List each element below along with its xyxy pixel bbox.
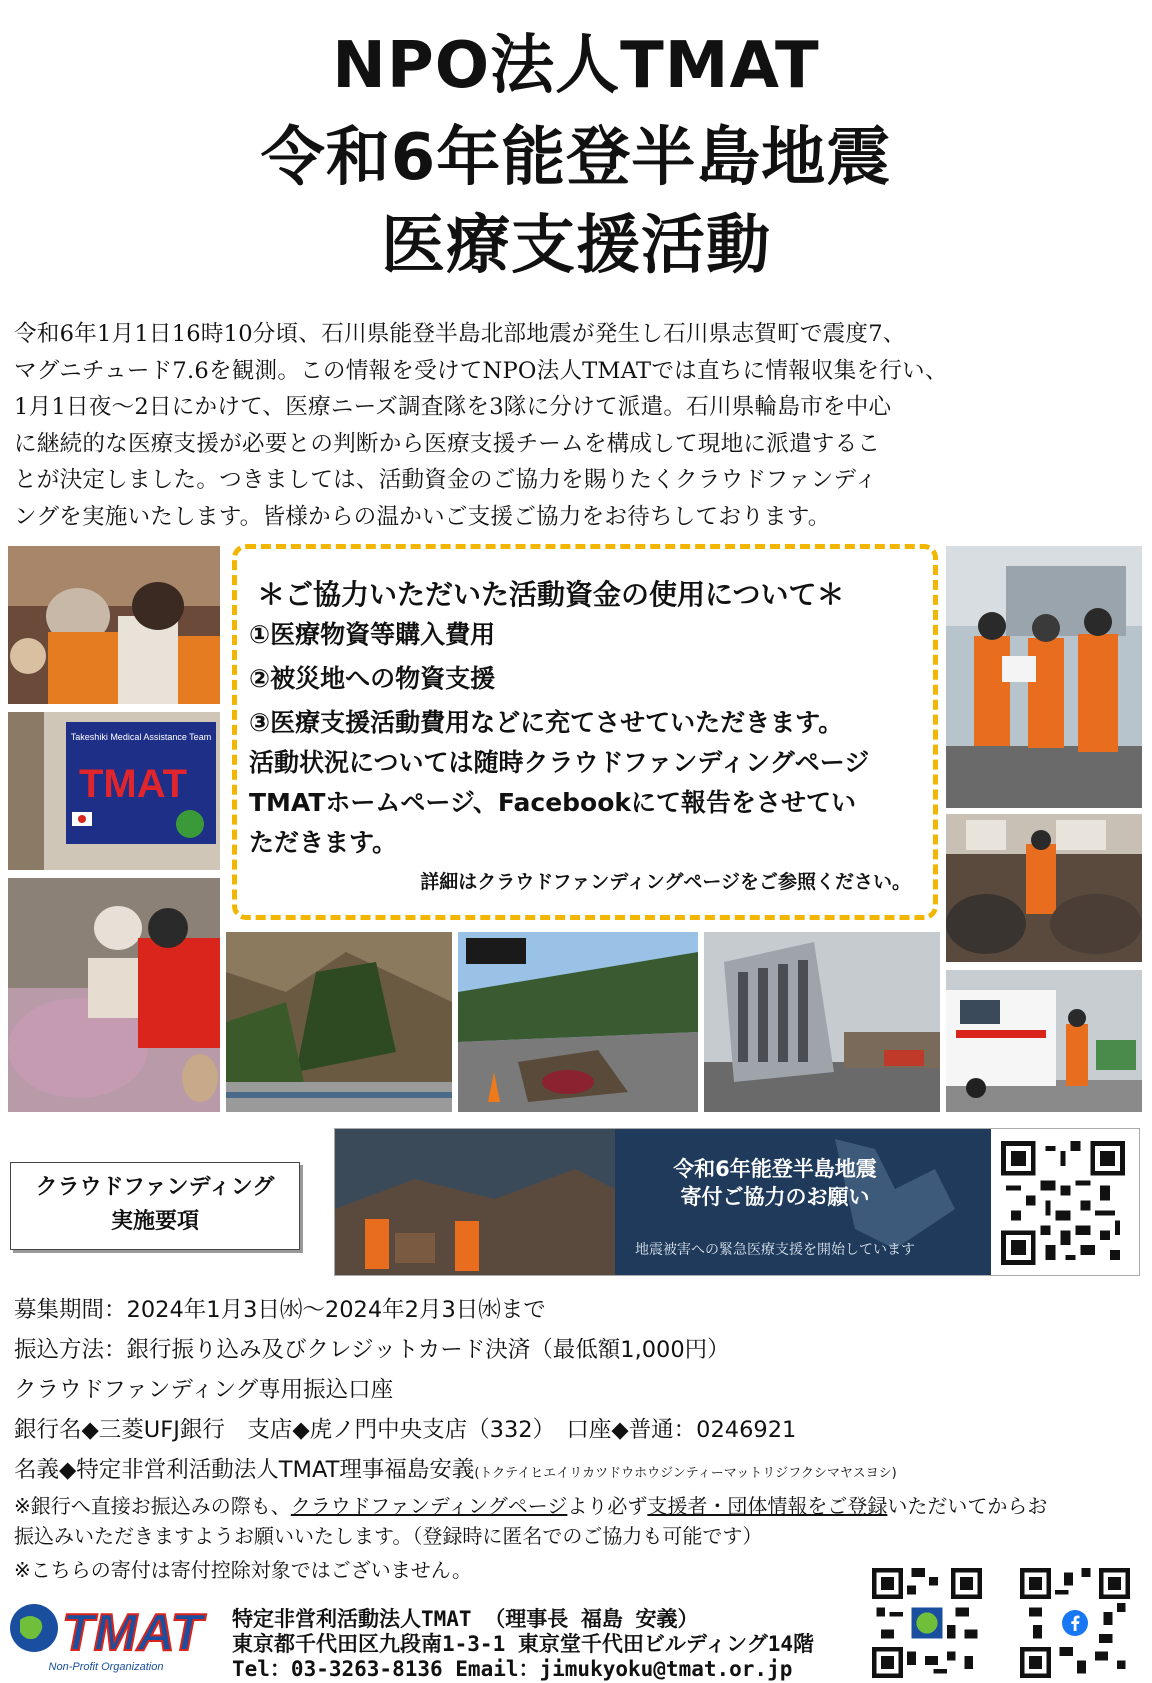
crowdfunding-label-line: 実施要項: [110, 1209, 199, 1234]
crowdfunding-label-line: クラウドファンディング: [35, 1175, 275, 1200]
account-holder-kana: (トクテイヒエイリカツドウホウジンティーマットリジフクシマヤスヨシ): [474, 1466, 897, 1481]
title-line-3: 医療支援活動: [381, 209, 771, 283]
intro-line: とが決定しました。つきましては、活動資金のご協力を賜りたくクラウドファンディ: [14, 467, 878, 494]
photo-shelter: [946, 814, 1142, 962]
payment-method: 振込方法：銀行振り込み及びクレジットカード決済（最低額1,000円）: [14, 1337, 730, 1363]
fund-usage-item: ③医療支援活動費用などに充てさせていただきます。: [249, 708, 844, 737]
photo-collapsed-building: [704, 932, 940, 1112]
tmat-logo-icon: [6, 1598, 216, 1674]
banner-logo-text: TMAT: [78, 762, 188, 806]
footer-organization: [232, 1607, 814, 1682]
tmat-logo: [6, 1598, 216, 1674]
fund-usage-item: ①医療物資等購入費用: [249, 620, 496, 649]
note-registration-line-2: 振込みいただきますようお願いいたします。（登録時に匿名でのご協力も可能です）: [14, 1524, 763, 1548]
photo-patient-care: [8, 878, 220, 1112]
note-text: ※銀行へ直接お振込みの際も、: [14, 1494, 291, 1518]
fund-usage-item: ②被災地への物資支援: [249, 664, 496, 693]
footer-org-name: 特定非営利活動法人TMAT （理事長 福島 安義）: [232, 1607, 699, 1631]
footer-contact: Tel：03-3263-8136 Email：jimukyoku@tmat.or.jp: [232, 1657, 793, 1681]
fund-usage-heading: ＊ご協力いただいた活動資金の使用について＊: [257, 578, 845, 611]
note-text: いただいてからお: [887, 1494, 1048, 1518]
banner-small-text: Takeshiki Medical Assistance Team: [70, 732, 212, 742]
footer-address: 東京都千代田区九段南1-3-1 東京堂千代田ビルディング14階: [232, 1632, 815, 1656]
title-line-1: NPO法人TMAT: [332, 29, 820, 103]
note-registration: [14, 1490, 1047, 1519]
footer-qr-code-facebook[interactable]: [1020, 1568, 1130, 1678]
intro-line: 1月1日夜～2日にかけて、医療ニーズ調査隊を3隊に分けて派遣。石川県輪島市を中心: [14, 394, 892, 421]
fund-usage-item: TMATホームページ、Facebookにて報告をさせてい: [249, 788, 857, 817]
banner-title-line-2: 寄付ご協力のお願い: [680, 1185, 870, 1209]
fund-usage-item: 活動状況については随時クラウドファンディングページ: [249, 748, 870, 777]
account-holder: [14, 1452, 897, 1484]
photo-survey-team: [946, 546, 1142, 808]
logo-subtitle: Non-Profit Organization: [48, 1661, 164, 1673]
photo-landslide: [226, 932, 452, 1112]
recruitment-period: 募集期間：2024年1月3日㈬～2024年2月3日㈬まで: [14, 1297, 546, 1323]
register-info-link[interactable]: 支援者・団体情報をご登録: [647, 1494, 888, 1518]
fund-usage-item: ただきます。: [249, 828, 398, 857]
account-holder-name: 名義◆特定非営利活動法人TMAT理事福島安義: [14, 1457, 475, 1483]
photo-cracked-road: [458, 932, 698, 1112]
bank-account: 銀行名◆三菱UFJ銀行 支店◆虎ノ門中央支店（332） 口座◆普通：0246921: [14, 1417, 797, 1443]
intro-paragraph: [14, 316, 1134, 536]
facebook-icon: [1062, 1610, 1088, 1636]
photo-ambulance: [946, 970, 1142, 1112]
photo-medical-staff: [8, 546, 220, 704]
note-tax-deduction: ※こちらの寄付は寄付控除対象ではございません。: [14, 1558, 472, 1582]
intro-line: 令和6年1月1日16時10分頃、石川県能登半島北部地震が発生し石川県志賀町で震度7、: [14, 321, 906, 347]
donation-banner[interactable]: [334, 1128, 1140, 1276]
qr-code-icon: [1001, 1141, 1125, 1265]
banner-title-line-1: 令和6年能登半島地震: [673, 1157, 877, 1181]
qr-code-icon: [872, 1568, 982, 1678]
crowdfunding-label: [10, 1162, 300, 1250]
crowdfunding-page-link[interactable]: クラウドファンディングページ: [290, 1494, 568, 1518]
banner-title: [615, 1155, 935, 1211]
logo-wordmark: TMAT: [62, 1604, 203, 1662]
fund-usage-note: 詳細はクラウドファンディングページをご参照ください。: [420, 871, 911, 893]
banner-subtitle: 地震被害への緊急医療支援を開始しています: [635, 1242, 915, 1258]
fund-usage-box: [232, 544, 938, 920]
banner-qr-code[interactable]: [1001, 1141, 1125, 1265]
footer-qr-code-website[interactable]: [872, 1568, 982, 1678]
intro-line: マグニチュード7.6を観測。この情報を受けてNPO法人TMATでは直ちに情報収集を行い、: [14, 357, 948, 384]
intro-line: ングを実施いたします。皆様からの温かいご支援ご協力をお待ちしております。: [14, 503, 831, 530]
intro-line: に継続的な医療支援が必要との判断から医療支援チームを構成して現地に派遣するこ: [14, 430, 881, 457]
title-line-2: 令和6年能登半島地震: [260, 121, 892, 195]
photo-tmat-banner: [8, 712, 220, 870]
account-heading: クラウドファンディング専用振込口座: [14, 1377, 394, 1403]
note-text: より必ず: [567, 1494, 648, 1518]
